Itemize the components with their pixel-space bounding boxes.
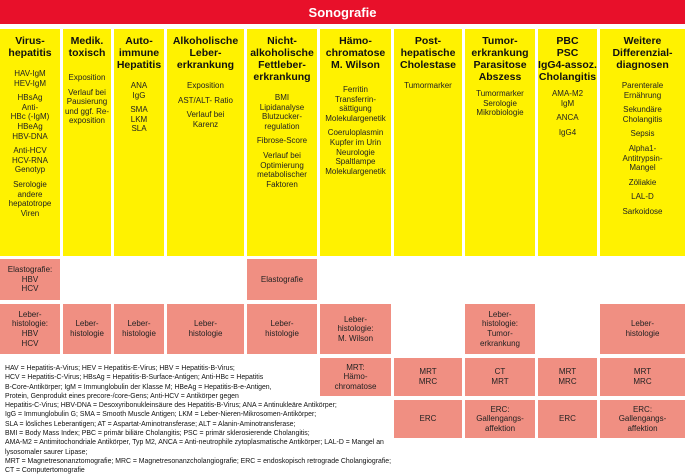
- column-item: Parenterale Ernährung: [621, 81, 664, 100]
- mrt-haemochromatose-box: MRT: Hämo- chromatose: [320, 358, 391, 396]
- erc-weitere-box: ERC: Gallengangs- affektion: [600, 400, 685, 438]
- abbreviation-legend: HAV = Hepatitis-A-Virus; HEV = Hepatitis-E-Virus; HBV = Hepatitis-B-Virus; HCV = Hepatitis-C-Virus; HBsAg = Hepatitis-B-Surface-Antigen; Anti-HBc = Hepatitis B-Core-Antikörper; IgM = Immunglobulin der Klasse M; HBeAg = Hepatitis-B-e-Antigen, Protein, Genprodukt eines precore-/core-Gens; Anti-HCV = Antikörper gegen Hepatitis-C-Virus; HBV-DNA = Desoxyribonukleinsäure des Hepatitis-B-Virus; ANA = Antinukleäre Antikörper; IgG = Immunglobulin G; SMA = Smooth Muscle Antigen; LKM = Leber-Nieren-Mikrosomen-Antikörper; SLA = lösliches Leberantigen; AT = Aspartat-Aminotransferase; ALT = Alanin-Aminotransferase; BMI = Body Mass Index; PBC = primär biliäre Cholangitis; PSC = primär sklerosierende Cholangitis; AMA-M2 = Antimitochondriale Antikörper, Typ M2, ANCA = Anti-neutrophile zytoplasmatische Antikörper; LAL-D = Mangel an lysosomaler saurer Lipase; MRT = Magnetresonanztomografie; MRC = Magnetresonanzcholangiografie; ERC = endoskopisch retrograde Cholangiografie; CT = Computertomografie: [5, 365, 392, 475]
- leberhistologie-hepatitis-box: Leber- histologie: HBV HCV: [0, 304, 60, 354]
- column-title: Tumor- erkrankung Parasitose Abszess: [471, 35, 529, 83]
- column-item: Anti-HCV HCV-RNA Genotyp: [11, 146, 48, 175]
- column-item: Sarkoidose: [622, 206, 663, 216]
- mrt-posthepatisch-box: MRT MRC: [394, 358, 462, 396]
- leberhistologie-autoimmun-box: Leber- histologie: [114, 304, 164, 354]
- column-item: Sekundäre Cholangitis: [622, 105, 663, 124]
- column-title: Post- hepatische Cholestase: [399, 35, 457, 71]
- column-title: Nicht- alkoholische Fettleber- erkrankung: [250, 35, 314, 83]
- column-title: Virus- hepatitis: [8, 35, 52, 59]
- column-item: LAL-D: [631, 192, 654, 202]
- column-item: Exposition: [68, 73, 106, 82]
- erc-posthepatisch-box: ERC: [394, 400, 462, 438]
- column-alkoholische-lebererkrankung: [167, 29, 244, 256]
- column-item: Ferritin Transferrin- sättigung Molekulargenetik: [325, 85, 386, 123]
- column-item: ANCA: [556, 113, 579, 123]
- column-title: Medik. toxisch: [68, 35, 106, 59]
- column-weitere-differenzialdiagnosen: [600, 29, 685, 256]
- column-item: SMA LKM SLA: [130, 105, 148, 134]
- leberhistologie-alkohol-box: Leber- histologie: [167, 304, 244, 354]
- column-tumorerkrankung: [465, 29, 535, 256]
- column-pbc-psc: [538, 29, 597, 256]
- leberhistologie-tumor-box: Leber- histologie: Tumor- erkrankung: [465, 304, 535, 354]
- column-item: Exposition: [187, 81, 224, 90]
- column-item: HBsAg Anti- HBc (-IgM) HBeAg HBV-DNA: [10, 93, 50, 141]
- ct-mrt-tumor-box: CT MRT: [465, 358, 535, 396]
- erc-pbc-box: ERC: [538, 400, 597, 438]
- leberhistologie-wilson-box: Leber- histologie: M. Wilson: [320, 304, 391, 354]
- column-item: Verlauf bei Optimierung metabolischer Faktoren: [257, 150, 307, 189]
- elastografie-fettleber-box: Elastografie: [247, 259, 317, 300]
- mrt-pbc-box: MRT MRC: [538, 358, 597, 396]
- column-item: Tumormarker Serologie Mikrobiologie: [476, 89, 524, 118]
- elastografie-hepatitis-box: Elastografie: HBV HCV: [0, 259, 60, 300]
- leberhistologie-fettleber-box: Leber- histologie: [247, 304, 317, 354]
- leberhistologie-weitere-box: Leber- histologie: [600, 304, 685, 354]
- column-item: IgG4: [558, 127, 577, 137]
- column-item: Serologie andere hepatotrope Viren: [8, 179, 52, 218]
- column-item: ANA IgG: [130, 81, 148, 100]
- column-title: Hämo- chromatose M. Wilson: [325, 35, 386, 71]
- column-item: Verlauf bei Pausierung und ggf. Re- exposition: [64, 87, 110, 126]
- column-item: HAV-IgM HEV-IgM: [13, 69, 46, 88]
- column-item: Verlauf bei Karenz: [186, 110, 225, 129]
- header-sonografie: [0, 0, 685, 24]
- column-virushepatitis: [0, 29, 60, 256]
- column-posthepatische-cholestase: [394, 29, 462, 256]
- column-item: AST/ALT- Ratio: [178, 95, 233, 105]
- column-item: BMI Lipidanalyse Blutzucker- regulation: [259, 93, 305, 131]
- column-item: Tumormarker: [404, 81, 452, 90]
- column-medik-toxisch: [63, 29, 111, 256]
- column-item: Alpha1- Antitrypsin- Mangel: [622, 143, 663, 173]
- erc-tumor-box: ERC: Gallengangs- affektion: [465, 400, 535, 438]
- column-item: Zöliakie: [628, 177, 657, 187]
- column-title: Weitere Differenzial- diagnosen: [612, 35, 673, 71]
- column-autoimmune-hepatitis: [114, 29, 164, 256]
- column-haemochromatose-wilson: [320, 29, 391, 256]
- header-title: Sonografie: [308, 4, 377, 20]
- leberhistologie-medik-box: Leber- histologie: [63, 304, 111, 354]
- column-title: Alkoholische Leber- erkrankung: [172, 35, 239, 71]
- column-item: Sepsis: [630, 129, 655, 139]
- column-item: Fibrose-Score: [256, 136, 308, 146]
- column-title: PBC PSC IgG4-assoz. Cholangitis: [538, 35, 597, 83]
- mrt-weitere-box: MRT MRC: [600, 358, 685, 396]
- column-fettlebererkrankung: [247, 29, 317, 256]
- column-title: Auto- immune Hepatitis: [116, 35, 162, 71]
- column-item: Coeruloplasmin Kupfer im Urin Neurologie Spaltlampe Molekulargenetik: [325, 128, 386, 176]
- column-item: AMA-M2 IgM: [551, 89, 584, 108]
